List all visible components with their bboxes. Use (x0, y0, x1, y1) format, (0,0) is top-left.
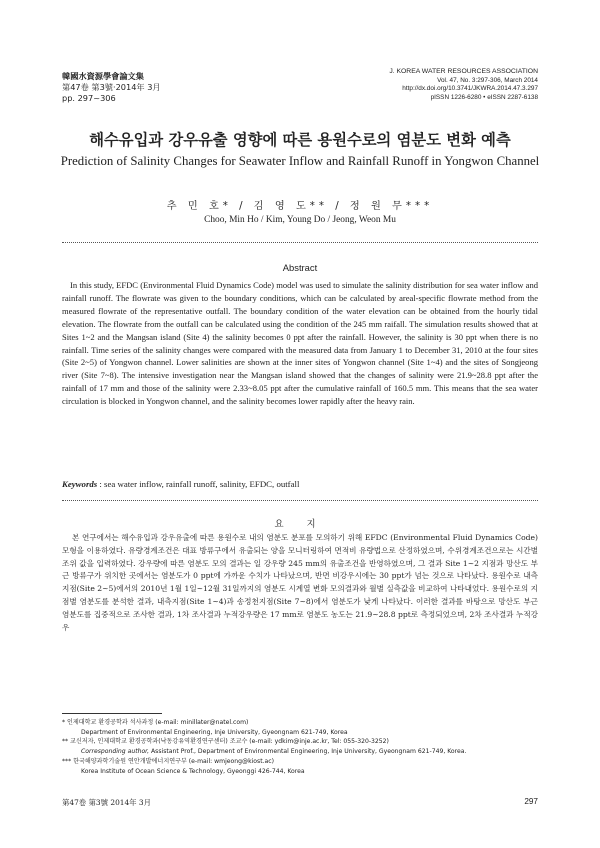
issn: pISSN 1226-6280 • eISSN 2287-6138 (430, 93, 538, 101)
page-number: 297 (524, 797, 538, 806)
footnote-rule (62, 713, 162, 714)
volume-info-ko: 第47卷 第3號·2014年 3月 (62, 82, 161, 92)
footer-volume: 第47卷 第3號 2014年 3月 (62, 798, 152, 807)
divider-middle (62, 500, 538, 501)
footnote-3-en: Korea Institute of Ocean Science & Technology, Gyeonggi 426-744, Korea (81, 767, 305, 775)
footnote-2-en: Corresponding author, Assistant Prof., Department of Environmental Engineering, Inje University, Gyeongnam 621-749, Korea. (81, 748, 467, 756)
korean-summary-heading: 요 지 (274, 519, 326, 530)
journal-header-ko (62, 71, 161, 104)
abstract-heading: Abstract (282, 262, 318, 273)
footnote-1: * 인제대학교 환경공학과 석사과정 (e-mail: minillater@natel.com) (62, 719, 249, 726)
divider-top (62, 242, 538, 243)
footnote-2: ** 교신저자, 인제대학교 환경공학과(낙동강유역환경연구센터) 조교수 (e-mail: ydkim@inje.ac.kr, Tel: 055-320-3252) (62, 738, 389, 746)
authors-english: Choo, Min Ho / Kim, Young Do / Jeong, Weon Mu (204, 215, 396, 225)
authors-korean: 추 민 호* / 김 영 도** / 정 원 무*** (166, 201, 434, 212)
title-korean: 해수유입과 강우유출 영향에 따른 용원수로의 염분도 변화 예측 (89, 131, 511, 149)
keywords-label: Keywords (62, 479, 98, 489)
footnote-3: *** 한국해양과학기술원 연안개발에너지연구부 (e-mail: wmjeong@kiost.ac) (62, 757, 274, 765)
doi-link[interactable]: http://dx.doi.org/10.3741/JKWRA.2014.47.3.297 (402, 85, 538, 93)
footnote-1-en: Department of Environmental Engineering, Inje University, Gyeongnam 621-749, Korea (81, 728, 348, 736)
volume-info-en: Vol. 47, No. 3:297-306, March 2014 (437, 76, 538, 84)
keywords-text: : sea water inflow, rainfall runoff, salinity, EFDC, outfall (97, 479, 300, 489)
journal-name-ko: 韓國水資源學會論文集 (62, 71, 144, 81)
korean-summary-body: 본 연구에서는 해수유입과 강우유출에 따른 용원수로 내의 염분도 분포를 모의하기 위해 EFDC (Environmental Fluid Dynamics Code) 모형을 이용하였다. 유량경계조건은 대표 방류구에서 유출되는 양을 모니터링하여 면적비 유량법으로 산정하였으며, 수위경계조건으로는 시간별 조위 값을 입력하였다. 강우량에 따른 염분도 모의 결과는 일 강우량 245 mm의 유출조건을 반영하였으며, 그 결과 Site 1~2 지점과 망산도 부근 방류구가 위치한 곳에서는 염분도가 0 ppt에 가까운 수치가 나타났으며, 반면 비강우시에는 30 ppt가 넘는 것으로 나타났다. 용원수로 내측지점(Site 2~5)에서의 2010년 1월 1일~12월 31일까지의 염분도 시계열 변화 모의결과와 월별 실측값을 비교하여 나타내었다. 용원수로의 지점별 염분도를 분석한 결과, 내측지점(Site 1~4)과 송정천지점(Site 7~8)에서 염분도가 낮게 나타났다. 이러한 결과를 바탕으로 망산도 부근 염분도를 집중적으로 조사한 결과, 1차 조사결과 누적강우량은 17 mm로 염분도 농도는 21.9~28.8 ppt로 측정되었으며, 2차 조사결과 누적강우 (62, 533, 538, 632)
journal-name-en: J. KOREA WATER RESOURCES ASSOCIATION (389, 68, 538, 75)
footnotes (62, 718, 538, 776)
title-english: Prediction of Salinity Changes for Seawater Inflow and Rainfall Runoff in Yongwon Channel (60, 154, 540, 168)
keywords (62, 479, 538, 489)
abstract-body: In this study, EFDC (Environmental Fluid Dynamics Code) model was used to simulate the salinity distribution for sea water inflow and rainfall runoff. The flowrate was given to the boundary conditions, which can be calculated by areal-specific flowrate method from the measured flowrate of the representative outfall. The boundary condition of the water elevation can be obtained from the hourly tidal elevation. The flowrate from the outfall can be calculated using the condition of the 245 mm raifall. The simulation results showed that at Sites 1~2 and the Mangsan island (Site 4) the salinity becomes 0 ppt after the rainfall. However, the salinity is 30 ppt when there is no rainfall. Time series of the salinity changes were compared with the measured data from January 1 to December 31, 2010 at the four sites (Site 2~5) of Yongwon channel. Lower salinities are shown at the inner sites of Yongwon channel (Site 1~4) and the sites of Songjeong river (Site 7~8). The intensive investigation near the Mangsan island showed that the changes of salinity were 21.9~28.8 ppt after the rainfall of 17 mm and those of the salinity were 2.33~8.05 ppt after the cumulative rainfall of 160.5 mm. This means that the sea water circulation is blocked in Yongwon channel, and the salinity becomes lower rapidly after the heavy rain. (62, 280, 538, 407)
page-range: pp. 297~306 (62, 93, 116, 103)
journal-header-en (389, 68, 538, 102)
